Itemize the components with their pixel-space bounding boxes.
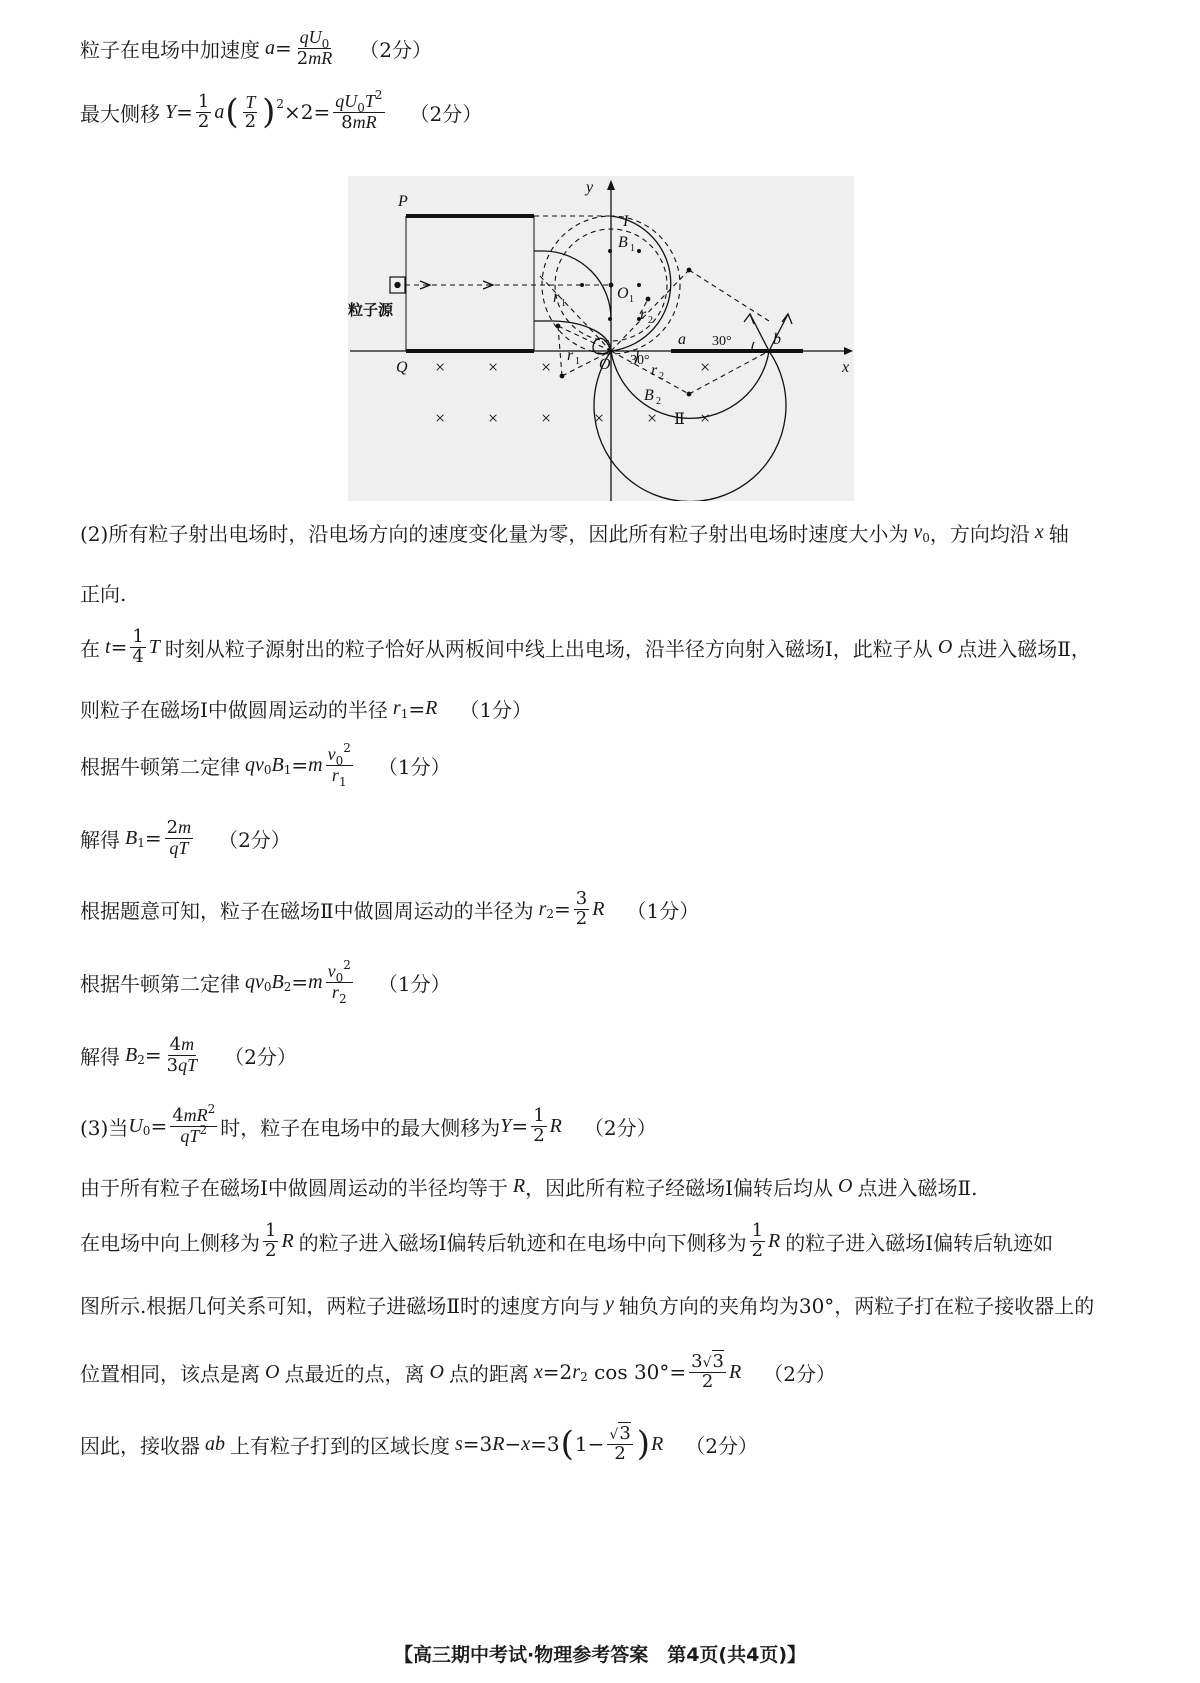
- svg-text:×: ×: [488, 357, 499, 377]
- accel-text: 粒子在电场中加速度: [80, 37, 260, 62]
- radius-r2-line: 根据题意可知，粒子在磁场Ⅱ中做圆周运动的半径为 r 2 = $\frac{3}{2}$ R （1分）: [80, 888, 700, 929]
- label-Q: Q: [396, 359, 408, 376]
- svg-text:×: ×: [594, 408, 605, 428]
- label-B2: B: [644, 387, 654, 404]
- label-source: 粒子源: [348, 301, 394, 319]
- svg-text:×: ×: [541, 357, 552, 377]
- svg-text:×: ×: [488, 408, 499, 428]
- svg-text:2: 2: [648, 315, 653, 326]
- label-r2: r: [640, 306, 647, 323]
- svg-text:×: ×: [700, 357, 711, 377]
- part3-line-e: 位置相同，该点是离 O 点最近的点，离 O 点的距离 x =2 r 2 cos 30°= $\frac{3√3}{2}$ R （2分）: [80, 1351, 836, 1392]
- label-O: O: [599, 356, 611, 373]
- radius-r1-line: 则粒子在磁场Ⅰ中做圆周运动的半径 r 1 = R （1分）: [80, 696, 533, 722]
- part3-line-f: 因此，接收器 ab 上有粒子打到的区域长度 s =3 R − x =3 ( 1− $\frac{√3}{2}$ ) R （2分）: [80, 1423, 758, 1465]
- label-angle-b: 30°: [712, 334, 732, 349]
- label-x: x: [842, 359, 850, 376]
- label-P: P: [398, 193, 408, 210]
- max-offset-line: 最大侧移 Y = $\frac{1}{2}$ a ( $\frac{T}{2}$ ) 2 ×2= $\frac{qU_0T^2}{8mR}$ （2分）: [80, 88, 483, 133]
- label-r1: r: [553, 289, 560, 306]
- svg-text:×: ×: [700, 408, 711, 428]
- svg-text:r: r: [651, 362, 658, 379]
- svg-text:×: ×: [541, 408, 552, 428]
- svg-text:×: ×: [435, 408, 446, 428]
- part3-line-a: (3)当 U 0 = $\frac{4mR^2}{qT^2}$ 时，粒子在电场中的最大侧移为 Y = $\frac{1}{2}$ R （2分）: [80, 1102, 657, 1146]
- solve-B2-line: 解得 B 2 = $\frac{4m}{3qT}$ （2分）: [80, 1034, 297, 1076]
- part3-line-d: 图所示.根据几何关系可知，两粒子进磁场Ⅱ时的速度方向与 y 轴负方向的夹角均为30°，两粒子打在粒子接收器上的: [80, 1293, 1095, 1318]
- svg-text:1: 1: [629, 294, 634, 305]
- svg-text:1: 1: [575, 356, 580, 367]
- newton-B2-line: 根据牛顿第二定律 qv 0 B 2 = m $\frac{v_0^2}{r_2}$ （1分）: [80, 958, 451, 1006]
- part3-line-b: 由于所有粒子在磁场Ⅰ中做圆周运动的半径均等于 R ，因此所有粒子经磁场Ⅰ偏转后均从 O 点进入磁场Ⅱ.: [80, 1175, 978, 1200]
- part3-line-c: 在电场中向上侧移为 $\frac{1}{2}$ R 的粒子进入磁场Ⅰ偏转后轨迹和在电场中向下侧移为 $\frac{1}{2}$ R 的粒子进入磁场Ⅰ偏转后轨迹如: [80, 1220, 1054, 1261]
- page-footer: 【高三期中考试·物理参考答案 第4页(共4页)】: [393, 1644, 807, 1666]
- part2-line-c: 在 t = $\frac{1}{4}$ T 时刻从粒子源射出的粒子恰好从两板间中线上出电场，沿半径方向射入磁场Ⅰ，此粒子从 O 点进入磁场Ⅱ，: [80, 626, 1091, 667]
- trajectory-diagram: [348, 176, 854, 501]
- accel-line: 粒子在电场中加速度 a = $\frac{qU_0}{2mR}$ （2分）: [80, 27, 432, 69]
- svg-text:2: 2: [656, 396, 661, 407]
- svg-text:1: 1: [561, 298, 566, 309]
- label-b: b: [773, 331, 781, 348]
- label-II: Ⅱ: [674, 411, 685, 428]
- label-O1: O: [617, 285, 629, 302]
- label-a: a: [678, 331, 686, 348]
- part2-line-a: (2)所有粒子射出电场时，沿电场方向的速度变化量为零，因此所有粒子射出电场时速度大小为 v 0 ，方向均沿 x 轴: [80, 521, 1069, 546]
- part2-line-b: 正向.: [80, 582, 127, 606]
- solve-B1-line: 解得 B 1 = $\frac{2m}{qT}$ （2分）: [80, 817, 291, 858]
- label-angle-O: 30°: [630, 353, 650, 368]
- svg-text:r: r: [567, 347, 574, 364]
- svg-text:×: ×: [647, 408, 658, 428]
- svg-text:2: 2: [659, 371, 664, 382]
- svg-text:×: ×: [435, 357, 446, 377]
- label-I: I: [623, 213, 629, 230]
- accel-score: （2分）: [359, 37, 432, 62]
- max-offset-score: （2分）: [409, 101, 483, 126]
- newton-B1-line: 根据牛顿第二定律 qv 0 B 1 = m $\frac{v_0^2}{r_1}$ （1分）: [80, 741, 451, 789]
- max-offset-text: 最大侧移: [80, 101, 160, 126]
- svg-text:1: 1: [630, 243, 635, 254]
- label-B1: B: [618, 234, 628, 251]
- label-y: y: [586, 179, 594, 196]
